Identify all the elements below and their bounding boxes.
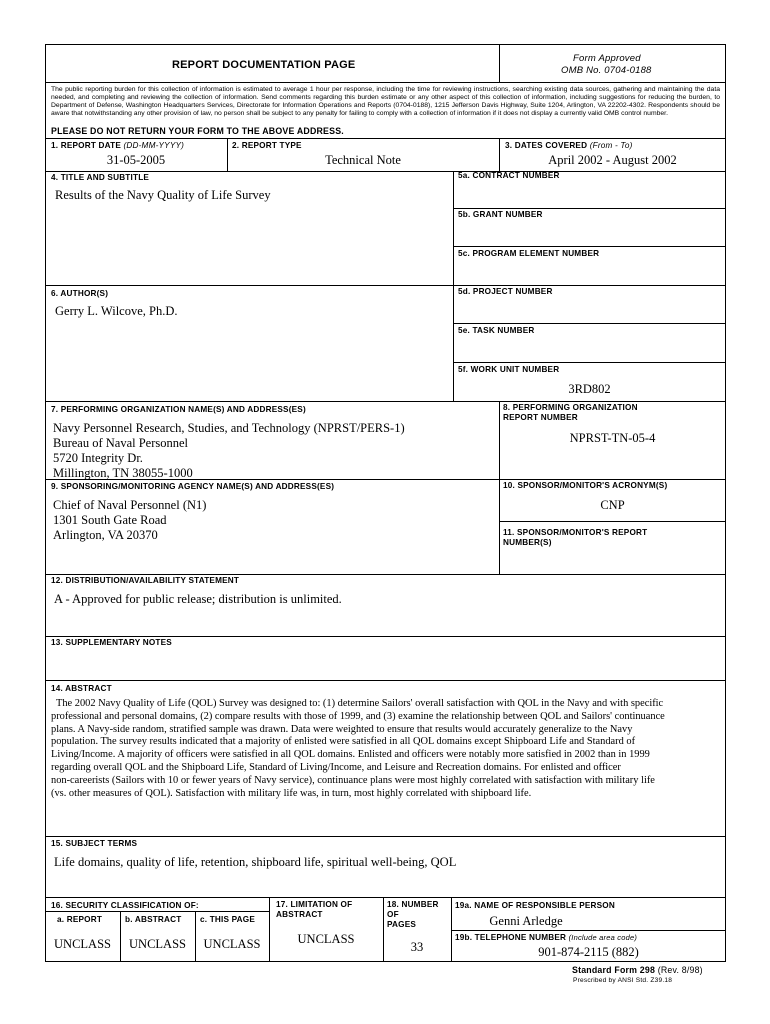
performing-report-value[interactable]: NPRST-TN-05-4 [569, 431, 656, 445]
dates-covered-value[interactable]: April 2002 - August 2002 [548, 153, 677, 167]
divider-16-17 [269, 897, 270, 962]
abstract-line: The 2002 Navy Quality of Life (QOL) Survey was designed to: (1) determine Sailors' overall satisfaction with QOL in the Navy and with specific [51, 698, 664, 709]
page-class-label: c. THIS PAGE [200, 915, 256, 924]
form-title: REPORT DOCUMENTATION PAGE [172, 59, 356, 71]
abstract-line: Living/Income. A majority of officers were satisfied in all QOL domains. Enlisted and officers were notably more satisfied in 2002 than in 1999 [51, 749, 650, 761]
authors-value[interactable]: Gerry L. Wilcove, Ph.D. [55, 304, 178, 318]
sponsor-acronym-label: 10. SPONSOR/MONITOR'S ACRONYM(S) [503, 481, 668, 490]
pages-label: 18. NUMBER OF PAGES [387, 900, 439, 929]
sponsor-acronym-value[interactable]: CNP [600, 498, 625, 512]
responsible-person-label: 19a. NAME OF RESPONSIBLE PERSON [455, 901, 615, 910]
sponsoring-agency-label: 9. SPONSORING/MONITORING AGENCY NAME(S) AND ADDRESS(ES) [51, 482, 335, 491]
security-classification-label: 16. SECURITY CLASSIFICATION OF: [51, 901, 199, 910]
pages-value[interactable]: 33 [410, 940, 424, 954]
rule-5e [453, 362, 726, 363]
divider-7-8 [499, 401, 500, 574]
limitation-value[interactable]: UNCLASS [297, 932, 355, 946]
project-number-label: 5d. PROJECT NUMBER [458, 287, 553, 296]
rule-5a [453, 208, 726, 209]
subject-terms-value[interactable]: Life domains, quality of life, retention, shipboard life, spiritual well-being, QOL [54, 855, 457, 869]
header-divider [499, 44, 500, 82]
rule-19a-19b [451, 930, 726, 931]
rule-row1-top [45, 138, 726, 139]
report-type-label: 2. REPORT TYPE [232, 141, 302, 150]
standard-form-label: Standard Form 298 (Rev. 8/98) [572, 965, 703, 975]
rule-row1-bottom [45, 171, 726, 172]
title-label: 4. TITLE AND SUBTITLE [51, 173, 150, 182]
abstract-line: population. The survey results indicated that a majority of enlisted were satisfied in all QOL domains except Shipboard Life and Standard of [51, 736, 636, 748]
performing-org-label: 7. PERFORMING ORGANIZATION NAME(S) AND ADDRESS(ES) [51, 405, 306, 414]
subject-terms-label: 15. SUBJECT TERMS [51, 839, 138, 848]
report-type-value[interactable]: Technical Note [325, 153, 401, 167]
sponsor-report-label: 11. SPONSOR/MONITOR'S REPORT NUMBER(S) [503, 528, 648, 547]
rule-5c [453, 285, 726, 286]
dates-covered-label: 3. DATES COVERED (From - To) [505, 141, 633, 150]
performing-org-value[interactable]: Navy Personnel Research, Studies, and Technology (NPRST/PERS-1) Bureau of Naval Personnel 5720 Integrity Dr. Millington, TN 38055-1000 [53, 421, 405, 480]
title-value[interactable]: Results of the Navy Quality of Life Survey [55, 188, 271, 202]
do-not-return-notice: PLEASE DO NOT RETURN YOUR FORM TO THE ABOVE ADDRESS. [51, 126, 344, 136]
ansi-prescribed: Prescribed by ANSI Std. Z39.18 [573, 977, 673, 984]
rule-5d [453, 323, 726, 324]
rule-row15-bottom [45, 897, 726, 898]
page-class-value[interactable]: UNCLASS [203, 937, 261, 951]
divider-left-right-upper [453, 171, 454, 401]
omb-number: OMB No. 0704-0188 [561, 65, 652, 76]
rule-title-author [45, 285, 453, 286]
rule-5b [453, 246, 726, 247]
authors-label: 6. AUTHOR(S) [51, 289, 109, 298]
rule-10-11 [499, 521, 726, 522]
rule-row6-bottom [45, 401, 726, 402]
work-unit-value[interactable]: 3RD802 [568, 382, 611, 396]
contract-number-label: 5a. CONTRACT NUMBER [458, 171, 560, 180]
sponsoring-agency-value[interactable]: Chief of Naval Personnel (N1) 1301 South Gate Road Arlington, VA 20370 [53, 498, 207, 542]
abstract-line: (vs. other measures of QOL). Satisfaction with military life was, in turn, most highly correlated with shipboard life. [51, 787, 532, 799]
abstract-line: regarding overall QOL and the Shipboard Life, Standard of Living/Income, and Leisure and Recreation domains. For enlisted and officer [51, 761, 621, 773]
abstract-body[interactable] [51, 698, 665, 800]
rule-row7-bottom [45, 479, 726, 480]
abstract-line: professional and personal domains, (2) compare results with those of 1999, and (3) examine the relationship between QOL and Sailors' continuance [51, 710, 665, 722]
rule-row14-bottom [45, 836, 726, 837]
performing-report-label: 8. PERFORMING ORGANIZATION REPORT NUMBER [503, 403, 638, 422]
rule-row13-bottom [45, 680, 726, 681]
rule-16-sub [45, 911, 269, 912]
task-number-label: 5e. TASK NUMBER [458, 326, 535, 335]
rule-row9-bottom [45, 574, 726, 575]
supplementary-label: 13. SUPPLEMENTARY NOTES [51, 638, 172, 647]
form-approved-label: Form Approved [573, 53, 641, 64]
abstract-class-label: b. ABSTRACT [125, 915, 182, 924]
responsible-person-value[interactable]: Genni Arledge [489, 914, 563, 928]
distribution-label: 12. DISTRIBUTION/AVAILABILITY STATEMENT [51, 576, 240, 585]
header-rule [45, 82, 726, 83]
telephone-value[interactable]: 901-874-2115 (882) [538, 945, 639, 959]
burden-statement: The public reporting burden for this collection of information is estimated to average 1 hour per response, including the time for reviewing instructions, searching existing data sources, gathering and maintaining the data needed, and completing and reviewing the collection of information. Send comments regarding this burden estimate or any other aspect of this collection of information, including suggestions for reducing the burden, to Department of Defense, Washington Headquarters Services, Directorate for Information Operations and Reports (0704-0188), 1215 Jefferson Davis Highway, Suite 1204, Arlington, VA 22202-4302. Respondents should be aware that notwithstanding any other provision of law, no person shall be subject to any penalty for failing to comply with a collection of information if it does not display a currently valid OMB control number. [51, 86, 720, 117]
report-date-label: 1. REPORT DATE (DD-MM-YYYY) [51, 141, 185, 150]
rule-row12-bottom [45, 636, 726, 637]
program-element-label: 5c. PROGRAM ELEMENT NUMBER [458, 249, 600, 258]
abstract-line: non-careerists (Sailors with 10 or fewer years of Navy service), continuance plans were most highly correlated with satisfaction with military life [51, 774, 655, 786]
abstract-line: plans. A Navy-side random, stratified sample was drawn. Data were weighted to ensure that results would accurately generalize to the Navy [51, 723, 633, 735]
distribution-value[interactable]: A - Approved for public release; distribution is unlimited. [54, 592, 342, 606]
limitation-label: 17. LIMITATION OF ABSTRACT [276, 900, 353, 919]
report-class-value[interactable]: UNCLASS [54, 937, 111, 951]
grant-number-label: 5b. GRANT NUMBER [458, 210, 543, 219]
report-date-value[interactable]: 31-05-2005 [106, 153, 166, 167]
report-class-label: a. REPORT [57, 915, 103, 924]
abstract-class-value[interactable]: UNCLASS [129, 937, 186, 951]
work-unit-label: 5f. WORK UNIT NUMBER [458, 365, 560, 374]
telephone-label: 19b. TELEPHONE NUMBER (Include area code) [455, 933, 638, 942]
abstract-label: 14. ABSTRACT [51, 684, 112, 693]
